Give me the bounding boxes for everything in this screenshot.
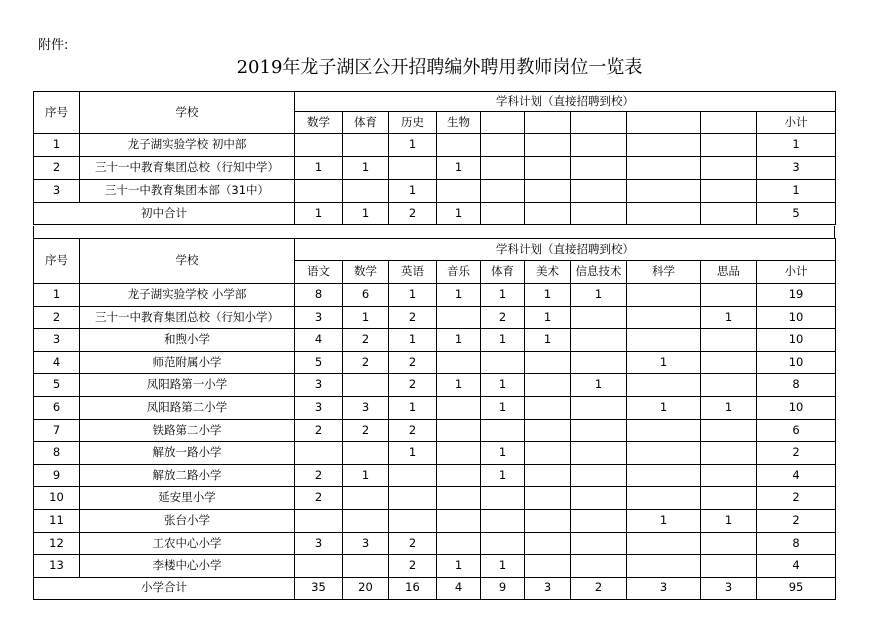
table-row	[34, 284, 836, 307]
row-cell	[437, 509, 481, 532]
total-cell: 1	[295, 203, 343, 225]
total-cell	[701, 203, 757, 225]
seq-header: 序号	[34, 239, 80, 284]
plan-header: 学科计划（直接招聘到校）	[295, 92, 836, 112]
row-cell	[627, 532, 701, 555]
row-school: 三十一中教育集团总校（行知小学）	[80, 306, 295, 329]
row-cell	[389, 509, 437, 532]
row-cell	[525, 555, 571, 578]
row-cell: 2	[343, 329, 389, 352]
row-cell: 2	[389, 419, 437, 442]
subject-header: 美术	[525, 261, 571, 284]
row-cell	[525, 509, 571, 532]
row-cell	[571, 532, 627, 555]
row-cell: 6	[343, 284, 389, 307]
table-row	[34, 487, 836, 510]
row-cell	[343, 180, 389, 203]
row-cell	[701, 442, 757, 465]
row-seq: 13	[34, 555, 80, 578]
row-cell	[481, 487, 525, 510]
plan-header: 学科计划（直接招聘到校）	[295, 239, 836, 261]
school-header: 学校	[80, 239, 295, 284]
row-cell: 1	[627, 509, 701, 532]
row-cell	[571, 351, 627, 374]
total-cell: 5	[757, 203, 836, 225]
row-cell	[481, 419, 525, 442]
row-cell: 2	[389, 555, 437, 578]
table-row	[34, 532, 836, 555]
row-cell: 1	[389, 442, 437, 465]
row-cell	[627, 555, 701, 578]
row-cell: 1	[343, 306, 389, 329]
row-seq: 6	[34, 396, 80, 419]
row-cell	[525, 374, 571, 397]
row-school: 凤阳路第一小学	[80, 374, 295, 397]
row-cell	[701, 419, 757, 442]
row-cell	[525, 419, 571, 442]
row-cell	[571, 419, 627, 442]
total-row	[34, 203, 836, 225]
row-cell: 3	[295, 532, 343, 555]
total-cell: 35	[295, 577, 343, 599]
row-cell: 2	[757, 509, 836, 532]
row-cell: 1	[627, 396, 701, 419]
row-cell: 1	[389, 284, 437, 307]
school-header: 学校	[80, 92, 295, 134]
row-school: 李楼中心小学	[80, 555, 295, 578]
row-cell: 2	[757, 487, 836, 510]
row-cell: 6	[757, 419, 836, 442]
row-cell	[627, 180, 701, 203]
row-cell: 2	[389, 374, 437, 397]
row-seq: 1	[34, 284, 80, 307]
row-cell	[571, 396, 627, 419]
total-cell: 4	[437, 577, 481, 599]
subject-header: 语文	[295, 261, 343, 284]
row-cell	[343, 509, 389, 532]
row-cell: 1	[437, 157, 481, 180]
row-cell	[525, 464, 571, 487]
row-cell: 10	[757, 396, 836, 419]
row-seq: 10	[34, 487, 80, 510]
row-cell: 1	[437, 555, 481, 578]
row-cell	[343, 374, 389, 397]
row-cell: 8	[757, 532, 836, 555]
table-row	[34, 180, 836, 203]
row-cell: 2	[389, 532, 437, 555]
row-cell: 2	[757, 442, 836, 465]
row-cell	[437, 442, 481, 465]
row-school: 三十一中教育集团本部（31中）	[80, 180, 295, 203]
row-cell	[701, 374, 757, 397]
row-seq: 4	[34, 351, 80, 374]
row-cell	[627, 487, 701, 510]
row-school: 和煦小学	[80, 329, 295, 352]
subject-header: 生物	[437, 112, 481, 134]
row-school: 三十一中教育集团总校（行知中学）	[80, 157, 295, 180]
row-school: 张台小学	[80, 509, 295, 532]
table-row	[34, 351, 836, 374]
row-cell: 1	[389, 329, 437, 352]
table-row	[34, 464, 836, 487]
row-cell: 1	[481, 555, 525, 578]
total-cell: 3	[627, 577, 701, 599]
row-cell: 1	[481, 442, 525, 465]
row-cell: 4	[757, 464, 836, 487]
row-cell: 3	[343, 532, 389, 555]
row-seq: 7	[34, 419, 80, 442]
row-cell	[437, 306, 481, 329]
row-cell: 1	[295, 157, 343, 180]
row-cell: 19	[757, 284, 836, 307]
row-seq: 11	[34, 509, 80, 532]
row-cell: 1	[701, 509, 757, 532]
row-seq: 8	[34, 442, 80, 465]
row-cell: 10	[757, 306, 836, 329]
row-cell: 5	[295, 351, 343, 374]
subject-header: 小计	[757, 112, 836, 134]
row-cell	[295, 180, 343, 203]
row-cell: 1	[701, 306, 757, 329]
row-cell: 1	[571, 284, 627, 307]
row-school: 解放二路小学	[80, 464, 295, 487]
row-cell	[481, 351, 525, 374]
total-cell: 20	[343, 577, 389, 599]
row-cell	[525, 157, 571, 180]
table-row	[34, 509, 836, 532]
row-cell	[701, 532, 757, 555]
row-cell	[525, 532, 571, 555]
row-cell	[701, 351, 757, 374]
row-cell	[571, 442, 627, 465]
row-cell: 2	[343, 351, 389, 374]
row-cell: 1	[627, 351, 701, 374]
subject-header	[571, 112, 627, 134]
row-cell: 1	[757, 134, 836, 157]
table-row	[34, 329, 836, 352]
row-cell	[437, 180, 481, 203]
row-cell	[525, 351, 571, 374]
row-cell: 3	[295, 374, 343, 397]
row-cell	[389, 157, 437, 180]
row-seq: 2	[34, 306, 80, 329]
total-cell: 16	[389, 577, 437, 599]
total-cell	[481, 203, 525, 225]
row-cell	[627, 157, 701, 180]
row-cell: 1	[525, 329, 571, 352]
row-cell	[481, 134, 525, 157]
subject-header: 英语	[389, 261, 437, 284]
total-cell	[571, 203, 627, 225]
row-cell	[627, 329, 701, 352]
row-cell: 8	[295, 284, 343, 307]
row-cell: 2	[295, 487, 343, 510]
row-cell: 10	[757, 351, 836, 374]
row-cell: 1	[571, 374, 627, 397]
row-school: 凤阳路第二小学	[80, 396, 295, 419]
middle-school-table	[33, 91, 836, 225]
row-cell: 3	[343, 396, 389, 419]
row-cell: 1	[389, 134, 437, 157]
subject-header	[627, 112, 701, 134]
row-cell	[701, 555, 757, 578]
page-title: 2019年龙子湖区公开招聘编外聘用教师岗位一览表	[236, 57, 643, 78]
row-seq: 2	[34, 157, 80, 180]
subject-header	[481, 112, 525, 134]
row-cell: 1	[481, 329, 525, 352]
table-row	[34, 419, 836, 442]
row-cell	[571, 306, 627, 329]
row-seq: 5	[34, 374, 80, 397]
row-cell: 3	[295, 396, 343, 419]
row-cell	[437, 396, 481, 419]
subject-header	[525, 112, 571, 134]
row-cell	[571, 464, 627, 487]
row-cell: 1	[757, 180, 836, 203]
row-cell: 4	[295, 329, 343, 352]
row-cell	[701, 284, 757, 307]
row-cell	[525, 396, 571, 419]
row-cell: 1	[525, 306, 571, 329]
total-cell: 95	[757, 577, 836, 599]
total-cell: 2	[571, 577, 627, 599]
row-cell	[343, 442, 389, 465]
table-row	[34, 306, 836, 329]
row-cell	[437, 532, 481, 555]
row-cell: 8	[757, 374, 836, 397]
row-cell	[701, 180, 757, 203]
subject-header: 小计	[757, 261, 836, 284]
row-seq: 1	[34, 134, 80, 157]
row-cell	[437, 351, 481, 374]
row-cell	[343, 487, 389, 510]
row-cell	[295, 134, 343, 157]
subject-header	[701, 112, 757, 134]
subject-header: 思品	[701, 261, 757, 284]
row-cell	[571, 329, 627, 352]
row-cell	[571, 555, 627, 578]
row-cell	[437, 134, 481, 157]
primary-school-table	[33, 238, 836, 600]
total-cell: 9	[481, 577, 525, 599]
total-label: 初中合计	[34, 203, 295, 225]
row-cell: 1	[343, 157, 389, 180]
row-cell	[437, 487, 481, 510]
row-cell: 1	[701, 396, 757, 419]
row-seq: 3	[34, 329, 80, 352]
row-cell: 1	[525, 284, 571, 307]
subject-header: 数学	[343, 261, 389, 284]
row-school: 延安里小学	[80, 487, 295, 510]
row-cell	[343, 134, 389, 157]
subject-header: 体育	[481, 261, 525, 284]
row-cell	[525, 134, 571, 157]
row-cell	[627, 134, 701, 157]
total-cell: 3	[525, 577, 571, 599]
row-cell	[571, 180, 627, 203]
attachment-label: 附件:	[38, 38, 69, 53]
total-cell	[627, 203, 701, 225]
row-school: 工农中心小学	[80, 532, 295, 555]
table-row	[34, 442, 836, 465]
row-cell: 10	[757, 329, 836, 352]
total-row	[34, 577, 836, 599]
row-cell	[627, 442, 701, 465]
total-cell: 1	[437, 203, 481, 225]
row-cell	[627, 464, 701, 487]
row-cell: 3	[295, 306, 343, 329]
row-cell	[389, 464, 437, 487]
total-cell	[525, 203, 571, 225]
table-row	[34, 396, 836, 419]
total-cell: 2	[389, 203, 437, 225]
row-cell: 2	[295, 464, 343, 487]
row-cell	[627, 284, 701, 307]
row-cell	[627, 419, 701, 442]
row-cell: 1	[437, 329, 481, 352]
row-cell: 1	[481, 374, 525, 397]
row-cell	[481, 180, 525, 203]
row-cell	[701, 134, 757, 157]
row-school: 师范附属小学	[80, 351, 295, 374]
row-cell	[701, 464, 757, 487]
total-cell: 3	[701, 577, 757, 599]
row-cell: 1	[437, 284, 481, 307]
row-cell: 1	[481, 284, 525, 307]
row-cell	[701, 157, 757, 180]
subject-header: 音乐	[437, 261, 481, 284]
row-cell	[525, 180, 571, 203]
row-cell: 1	[481, 464, 525, 487]
subject-header: 数学	[295, 112, 343, 134]
row-school: 解放一路小学	[80, 442, 295, 465]
row-cell: 1	[389, 396, 437, 419]
row-cell	[437, 464, 481, 487]
row-seq: 3	[34, 180, 80, 203]
row-cell: 2	[295, 419, 343, 442]
row-school: 龙子湖实验学校 初中部	[80, 134, 295, 157]
row-cell	[627, 374, 701, 397]
row-cell: 3	[757, 157, 836, 180]
row-cell	[343, 555, 389, 578]
row-cell	[525, 442, 571, 465]
table-row	[34, 374, 836, 397]
subject-header: 历史	[389, 112, 437, 134]
row-cell	[295, 442, 343, 465]
row-cell: 4	[757, 555, 836, 578]
row-cell	[437, 419, 481, 442]
subject-header: 科学	[627, 261, 701, 284]
row-cell: 2	[389, 351, 437, 374]
row-cell	[481, 509, 525, 532]
table-row	[34, 157, 836, 180]
row-cell	[571, 134, 627, 157]
row-cell	[701, 329, 757, 352]
row-cell: 2	[481, 306, 525, 329]
row-cell: 1	[481, 396, 525, 419]
row-cell	[571, 487, 627, 510]
row-school: 龙子湖实验学校 小学部	[80, 284, 295, 307]
row-seq: 12	[34, 532, 80, 555]
row-seq: 9	[34, 464, 80, 487]
row-cell: 1	[389, 180, 437, 203]
row-cell	[571, 157, 627, 180]
row-cell	[481, 532, 525, 555]
table-row	[34, 555, 836, 578]
total-cell: 1	[343, 203, 389, 225]
row-cell	[389, 487, 437, 510]
row-cell	[571, 509, 627, 532]
row-cell: 2	[389, 306, 437, 329]
row-cell	[481, 157, 525, 180]
total-label: 小学合计	[34, 577, 295, 599]
row-cell	[627, 306, 701, 329]
row-cell: 1	[437, 374, 481, 397]
row-cell	[295, 555, 343, 578]
row-cell	[295, 509, 343, 532]
row-cell	[701, 487, 757, 510]
row-cell	[525, 487, 571, 510]
subject-header: 体育	[343, 112, 389, 134]
row-cell: 2	[343, 419, 389, 442]
table-gap	[33, 226, 835, 238]
row-cell: 1	[343, 464, 389, 487]
seq-header: 序号	[34, 92, 80, 134]
row-school: 铁路第二小学	[80, 419, 295, 442]
subject-header: 信息技术	[571, 261, 627, 284]
table-row	[34, 134, 836, 157]
